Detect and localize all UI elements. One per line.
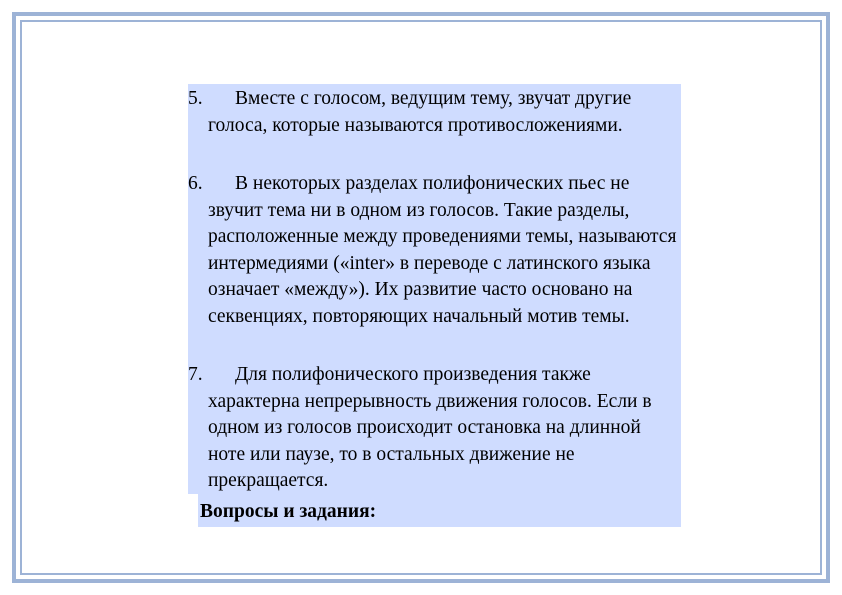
- list-item-number: 7.: [188, 364, 203, 385]
- questions-heading: Вопросы и задания:: [200, 501, 377, 522]
- list-item-text: Для полифонического произведения также характерна непрерывность движения голосов. Если в одном из голосов происходит остановка на длинной ноте или паузе, то в остальных движение не прекращается.: [208, 364, 652, 491]
- list-item-7: [188, 362, 681, 495]
- list-item-number: 5.: [188, 88, 203, 109]
- list-item-text: Вместе с голосом, ведущим тему, звучат другие голоса, которые называются противосложениями.: [208, 88, 632, 136]
- list-item-number: 6.: [188, 173, 203, 194]
- list-item-5: [188, 86, 681, 139]
- list-item-text: В некоторых разделах полифонических пьес не звучит тема ни в одном из голосов. Такие разделы, расположенные между проведениями темы, называются интермедиями («inter» в переводе с латинского языка означает «между»). Их развитие часто основано на секвенциях, повторяющих начальный мотив темы.: [208, 173, 677, 327]
- list-item-6: [188, 171, 681, 330]
